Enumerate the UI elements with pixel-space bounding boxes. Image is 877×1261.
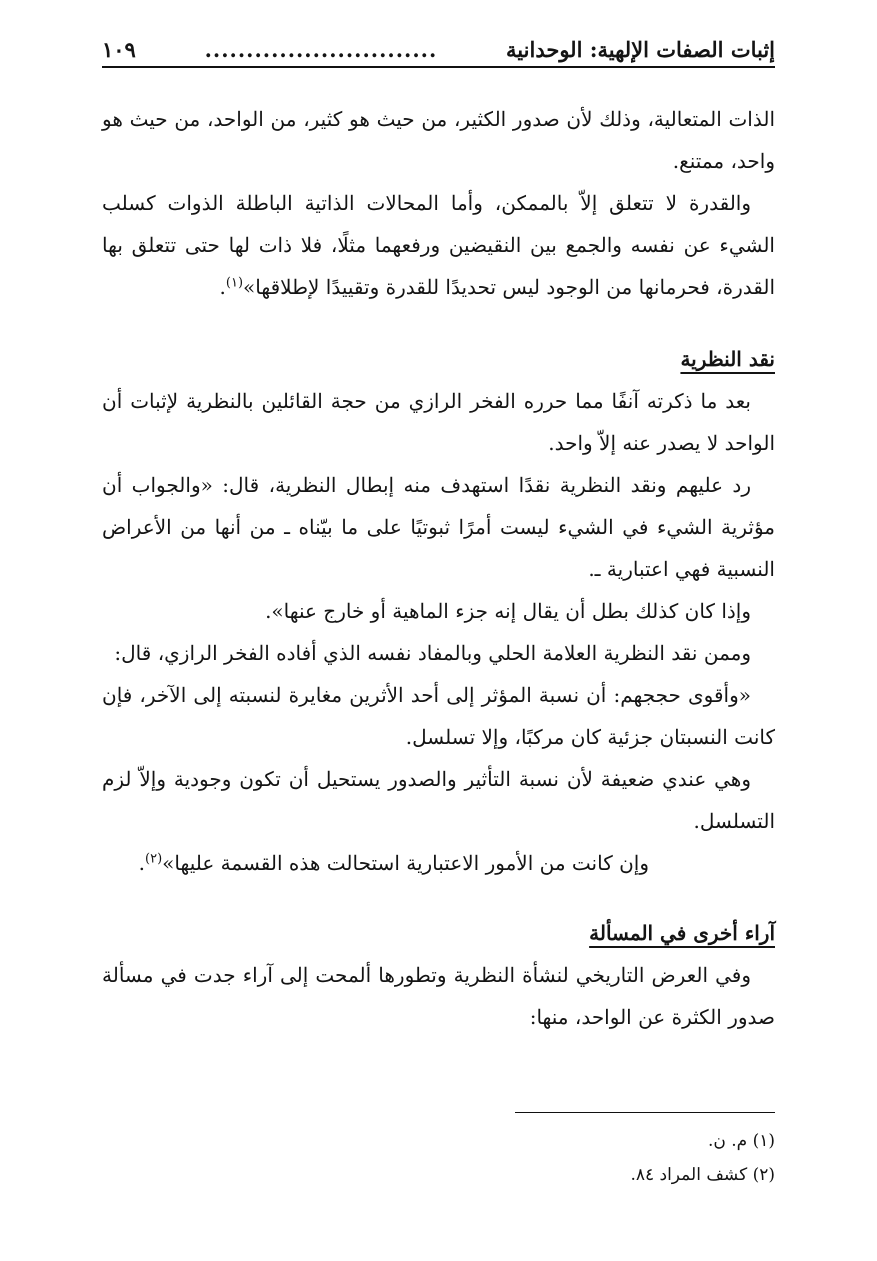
paragraph-7: «وأقوى حججهم: أن نسبة المؤثر إلى أحد الأثرين مغايرة لنسبته إلى الآخر، فإن كانت النسبتان جزئية كان مركبًا، وإلا تسلسل. [102, 683, 775, 749]
paragraph-2-end: . [219, 275, 226, 299]
footnote-2: (٢) كشف المراد ٨٤. [630, 1165, 775, 1185]
paragraph-9 [102, 842, 775, 884]
footnote-ref-1: (١) [225, 275, 244, 291]
section-heading-critique: نقد النظرية [680, 347, 775, 371]
paragraph-5: وإذا كان كذلك بطل أن يقال إنه جزء الماهية أو خارج عنها». [265, 599, 751, 623]
paragraph-1: الذات المتعالية، وذلك لأن صدور الكثير، من حيث هو كثير، من الواحد، من حيث هو واحد، ممتنع. [102, 107, 775, 173]
header-leader-dots: ............................ [204, 37, 438, 62]
footnote-separator [515, 1112, 775, 1113]
paragraph-4: رد عليهم ونقد النظرية نقدًا استهدف منه إبطال النظرية، قال: «والجواب أن مؤثرية الشيء في الشيء ليست أمرًا ثبوتيًا على ما بيّناه ـ من أنها من الأعراض النسبية فهي اعتبارية ـ. [102, 473, 775, 581]
paragraph-8: وهي عندي ضعيفة لأن نسبة التأثير والصدور يستحيل أن تكون وجودية وإلاّ لزم التسلسل. [102, 767, 775, 833]
page-number: ١٠٩ [102, 37, 136, 62]
paragraph-3: بعد ما ذكرته آنفًا مما حرره الفخر الرازي من حجة القائلين بالنظرية لإثبات أن الواحد لا يصدر عنه إلاّ واحد. [102, 389, 775, 455]
main-text [102, 98, 775, 1038]
footnote-1: (١) م. ن. [707, 1131, 775, 1151]
paragraph-10: وفي العرض التاريخي لنشأة النظرية وتطورها ألمحت إلى آراء جدت في مسألة صدور الكثرة عن الواحد، منها: [102, 963, 775, 1029]
section-heading-other-views: آراء أخرى في المسألة [589, 921, 775, 945]
running-header [102, 30, 775, 68]
paragraph-2 [102, 182, 775, 308]
paragraph-9-text: وإن كانت من الأمور الاعتبارية استحالت هذه القسمة عليها» [162, 851, 649, 875]
footnotes [375, 1124, 775, 1192]
paragraph-2-text: والقدرة لا تتعلق إلاّ بالممكن، وأما المحالات الذاتية الباطلة الذوات كسلب الشيء عن نفسه والجمع بين النقيضين ورفعهما مثلًا، فلا ذات لها حتى تتعلق بها القدرة، فحرمانها من الوجود ليس تحديدًا للقدرة وتقييدًا لإطلاقها» [102, 191, 775, 299]
paragraph-6: وممن نقد النظرية العلامة الحلي وبالمفاد نفسه الذي أفاده الفخر الرازي، قال: [114, 641, 751, 665]
paragraph-9-end: . [138, 851, 146, 875]
header-title: إثبات الصفات الإلهية: الوحدانية [506, 37, 775, 62]
footnote-ref-2: (٢) [145, 851, 163, 867]
